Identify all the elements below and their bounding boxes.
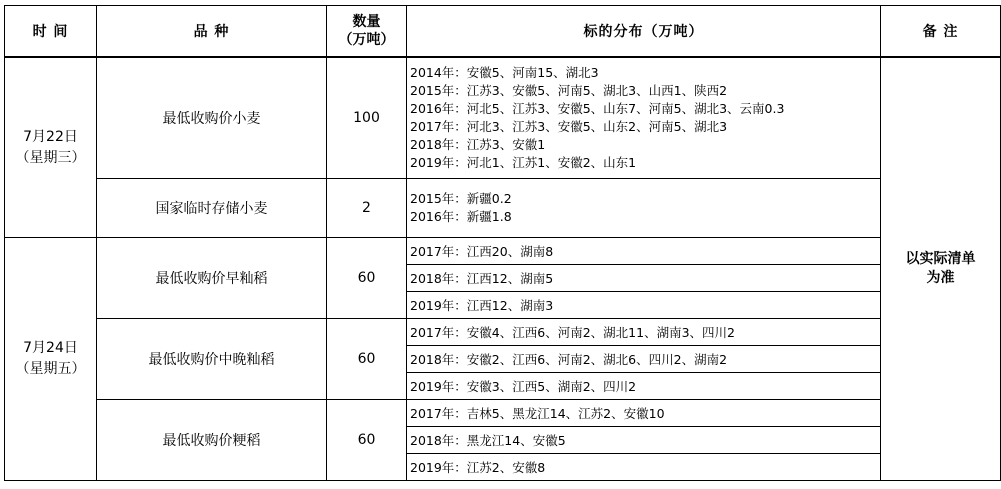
quantity-cell: 100 [327, 57, 407, 179]
distribution-cell: 2018年：黑龙江14、安徽5 [407, 427, 881, 454]
header-row [5, 6, 1001, 58]
auction-schedule-table [4, 5, 1001, 481]
table-row [5, 179, 1001, 238]
variety-cell: 最低收购价中晚籼稻 [97, 319, 327, 400]
date-weekday: （星期三） [15, 149, 86, 166]
distribution-cell: 2018年：安徽2、江西6、河南2、湖北6、四川2、湖南2 [407, 346, 881, 373]
table-row [5, 57, 1001, 179]
date-cell-2 [5, 238, 97, 481]
distribution-line: 2015年：江苏3、安徽5、河南5、湖北3、山西1、陕西2 [410, 83, 728, 98]
header-quantity-line1: 数量 [352, 14, 381, 30]
distribution-line: 2016年：新疆1.8 [410, 209, 512, 224]
table-row [5, 319, 1001, 346]
distribution-line: 2015年：新疆0.2 [410, 191, 512, 206]
date-weekday: （星期五） [15, 361, 86, 377]
distribution-cell: 2017年：江西20、湖南8 [407, 238, 881, 265]
variety-cell: 最低收购价早籼稻 [97, 238, 327, 319]
variety-cell: 最低收购价小麦 [97, 57, 327, 179]
quantity-cell: 2 [327, 179, 407, 238]
header-quantity [327, 6, 407, 58]
date-cell-1 [5, 57, 97, 238]
note-line2: 为准 [926, 270, 955, 286]
distribution-line: 2014年：安徽5、河南15、湖北3 [410, 65, 599, 80]
distribution-cell: 2018年：江西12、湖南5 [407, 265, 881, 292]
distribution-line: 2017年：河北3、江苏3、安徽5、山东2、河南5、湖北3 [410, 119, 728, 134]
distribution-cell: 2017年：安徽4、江西6、河南2、湖北11、湖南3、四川2 [407, 319, 881, 346]
quantity-cell: 60 [327, 319, 407, 400]
quantity-cell: 60 [327, 400, 407, 481]
distribution-cell: 2019年：江苏2、安徽8 [407, 454, 881, 481]
note-line1: 以实际清单 [905, 251, 976, 267]
distribution-cell: 2017年：吉林5、黑龙江14、江苏2、安徽10 [407, 400, 881, 427]
distribution-cell: 2019年：江西12、湖南3 [407, 292, 881, 319]
table-row [5, 238, 1001, 265]
header-quantity-line2: （万吨） [338, 32, 395, 48]
date-day: 7月24日 [23, 340, 78, 356]
table-row [5, 400, 1001, 427]
note-cell [881, 57, 1001, 481]
distribution-cell [407, 179, 881, 238]
distribution-cell [407, 57, 881, 179]
header-note: 备 注 [881, 6, 1001, 58]
header-time: 时 间 [5, 6, 97, 58]
date-day: 7月22日 [23, 128, 78, 145]
variety-cell: 国家临时存储小麦 [97, 179, 327, 238]
header-distribution: 标的分布（万吨） [407, 6, 881, 58]
distribution-cell: 2019年：安徽3、江西5、湖南2、四川2 [407, 373, 881, 400]
distribution-line: 2018年：江苏3、安徽1 [410, 137, 546, 152]
header-variety: 品 种 [97, 6, 327, 58]
quantity-cell: 60 [327, 238, 407, 319]
distribution-line: 2019年：河北1、江苏1、安徽2、山东1 [410, 155, 637, 170]
distribution-line: 2016年：河北5、江苏3、安徽5、山东7、河南5、湖北3、云南0.3 [410, 101, 785, 116]
variety-cell: 最低收购价粳稻 [97, 400, 327, 481]
